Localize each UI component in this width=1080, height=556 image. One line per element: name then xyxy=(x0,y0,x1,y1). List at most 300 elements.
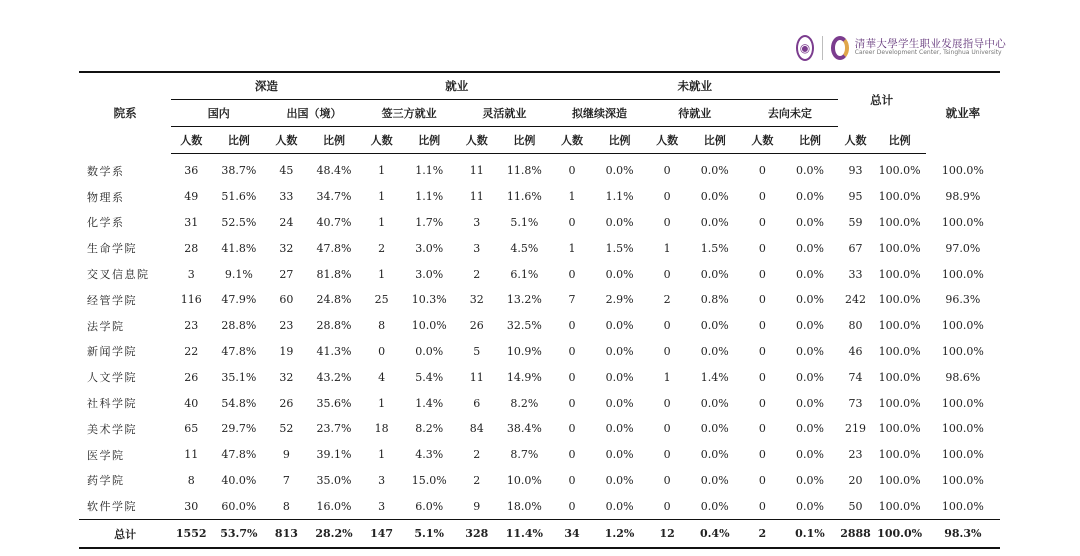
value-cell: 98.9% xyxy=(945,190,981,204)
value-cell: 11 xyxy=(469,370,484,384)
value-cell: 2 xyxy=(378,241,386,255)
value-cell: 33 xyxy=(279,190,294,204)
value-cell: 19 xyxy=(279,344,294,358)
value-cell: 0.8% xyxy=(700,293,729,307)
value-cell: 100.0% xyxy=(878,473,921,487)
value-cell: 100.0% xyxy=(941,448,984,462)
value-cell: 3.0% xyxy=(415,267,444,281)
value-cell: 0 xyxy=(663,190,671,204)
value-cell: 0 xyxy=(568,370,576,384)
value-cell: 0 xyxy=(568,319,576,333)
value-cell: 3 xyxy=(473,215,481,229)
dept-cell: 药学院 xyxy=(87,474,125,488)
value-cell: 0 xyxy=(758,215,766,229)
value-cell: 0.0% xyxy=(795,190,824,204)
total-value-cell: 2888 xyxy=(838,520,874,549)
group-employ-header: 就业 xyxy=(362,72,552,100)
value-cell: 0 xyxy=(663,267,671,281)
value-cell: 28.8% xyxy=(316,319,352,333)
value-cell: 1 xyxy=(378,267,386,281)
total-value-cell: 53.7% xyxy=(211,520,266,549)
value-cell: 4.3% xyxy=(415,448,444,462)
value-cell: 48.4% xyxy=(316,164,352,178)
value-cell: 8.2% xyxy=(510,396,539,410)
value-cell: 11 xyxy=(469,164,484,178)
value-cell: 0 xyxy=(758,473,766,487)
value-cell: 9.1% xyxy=(224,267,253,281)
value-cell: 0 xyxy=(758,164,766,178)
value-cell: 10.0% xyxy=(411,319,447,333)
value-cell: 18.0% xyxy=(506,499,542,513)
table-row xyxy=(79,442,1000,468)
table-row xyxy=(79,468,1000,494)
value-cell: 84 xyxy=(469,422,484,436)
count-header: 人数 xyxy=(838,127,874,154)
value-cell: 6.0% xyxy=(415,499,444,513)
value-cell: 6.1% xyxy=(510,267,539,281)
value-cell: 100.0% xyxy=(941,396,984,410)
value-cell: 28 xyxy=(184,241,199,255)
value-cell: 23 xyxy=(848,448,863,462)
value-cell: 32 xyxy=(469,293,484,307)
value-cell: 5 xyxy=(473,344,481,358)
group-deep-header: 深造 xyxy=(171,72,361,100)
value-cell: 1.1% xyxy=(415,190,444,204)
value-cell: 1.4% xyxy=(415,396,444,410)
total-value-cell: 1552 xyxy=(171,520,211,549)
value-cell: 98.6% xyxy=(945,370,981,384)
value-cell: 2 xyxy=(663,293,671,307)
value-cell: 73 xyxy=(848,396,863,410)
value-cell: 0 xyxy=(758,190,766,204)
value-cell: 0.0% xyxy=(605,396,634,410)
col-rate-header: 就业率 xyxy=(926,72,1000,154)
value-cell: 25 xyxy=(374,293,389,307)
value-cell: 0.0% xyxy=(795,473,824,487)
value-cell: 7 xyxy=(282,473,290,487)
value-cell: 20 xyxy=(848,473,863,487)
value-cell: 0 xyxy=(663,448,671,462)
value-cell: 0.0% xyxy=(700,215,729,229)
table-row xyxy=(79,313,1000,339)
pct-header: 比例 xyxy=(687,127,742,154)
value-cell: 8 xyxy=(378,319,386,333)
value-cell: 38.7% xyxy=(221,164,257,178)
pct-header: 比例 xyxy=(402,127,457,154)
table-row xyxy=(79,184,1000,210)
value-cell: 0 xyxy=(568,499,576,513)
value-cell: 2 xyxy=(473,448,481,462)
value-cell: 242 xyxy=(845,293,867,307)
value-cell: 0.0% xyxy=(605,344,634,358)
brand-name-cn: 清華大學学生职业发展指导中心 xyxy=(854,38,1006,51)
value-cell: 0 xyxy=(568,422,576,436)
value-cell: 35.0% xyxy=(316,473,352,487)
total-value-cell: 28.2% xyxy=(306,520,361,549)
sub-abroad-header: 出国（境） xyxy=(266,100,361,127)
brand-header xyxy=(796,30,1006,66)
value-cell: 18 xyxy=(374,422,389,436)
pct-header: 比例 xyxy=(497,127,552,154)
career-center-logo-icon xyxy=(831,36,849,60)
header-row-groups xyxy=(79,72,1000,100)
pct-header: 比例 xyxy=(211,127,266,154)
value-cell: 32.5% xyxy=(506,319,542,333)
brand-divider xyxy=(822,36,823,60)
total-value-cell: 11.4% xyxy=(497,520,552,549)
value-cell: 9 xyxy=(282,448,290,462)
table-body xyxy=(79,154,1000,520)
value-cell: 100.0% xyxy=(878,190,921,204)
value-cell: 52.5% xyxy=(221,215,257,229)
value-cell: 0 xyxy=(758,267,766,281)
pct-header: 比例 xyxy=(874,127,926,154)
sub-flexible-header: 灵活就业 xyxy=(457,100,552,127)
value-cell: 0 xyxy=(663,422,671,436)
value-cell: 0.0% xyxy=(605,267,634,281)
value-cell: 11 xyxy=(184,448,199,462)
value-cell: 28.8% xyxy=(221,319,257,333)
value-cell: 0 xyxy=(663,164,671,178)
value-cell: 40.7% xyxy=(316,215,352,229)
value-cell: 0.0% xyxy=(700,396,729,410)
dept-cell: 美术学院 xyxy=(87,422,137,436)
value-cell: 3 xyxy=(187,267,195,281)
count-header: 人数 xyxy=(742,127,782,154)
value-cell: 41.3% xyxy=(316,344,352,358)
total-value-cell: 98.3% xyxy=(926,520,1000,549)
value-cell: 39.1% xyxy=(316,448,352,462)
value-cell: 0 xyxy=(663,473,671,487)
value-cell: 74 xyxy=(848,370,863,384)
table-row xyxy=(79,154,1000,184)
value-cell: 0.0% xyxy=(415,344,444,358)
value-cell: 4 xyxy=(378,370,386,384)
value-cell: 93 xyxy=(848,164,863,178)
tsinghua-seal-icon: ◉ xyxy=(796,35,814,61)
value-cell: 2 xyxy=(473,267,481,281)
value-cell: 1.7% xyxy=(415,215,444,229)
value-cell: 16.0% xyxy=(316,499,352,513)
value-cell: 1.5% xyxy=(700,241,729,255)
count-header: 人数 xyxy=(647,127,687,154)
value-cell: 97.0% xyxy=(945,241,981,255)
value-cell: 100.0% xyxy=(878,215,921,229)
value-cell: 51.6% xyxy=(221,190,257,204)
value-cell: 0.0% xyxy=(795,448,824,462)
value-cell: 1.5% xyxy=(605,241,634,255)
brand-name-en: Career Development Center, Tsinghua University xyxy=(854,49,1002,57)
value-cell: 5.4% xyxy=(415,370,444,384)
value-cell: 11.6% xyxy=(506,190,542,204)
value-cell: 0.0% xyxy=(605,499,634,513)
value-cell: 0 xyxy=(568,448,576,462)
value-cell: 8 xyxy=(282,499,290,513)
total-value-cell: 0.4% xyxy=(687,520,742,549)
value-cell: 3.0% xyxy=(415,241,444,255)
value-cell: 40.0% xyxy=(221,473,257,487)
value-cell: 47.9% xyxy=(221,293,257,307)
value-cell: 1 xyxy=(378,448,386,462)
value-cell: 7 xyxy=(568,293,576,307)
value-cell: 0 xyxy=(758,344,766,358)
value-cell: 38.4% xyxy=(506,422,542,436)
value-cell: 30 xyxy=(184,499,199,513)
count-header: 人数 xyxy=(457,127,497,154)
value-cell: 11 xyxy=(469,190,484,204)
value-cell: 0 xyxy=(568,164,576,178)
value-cell: 1 xyxy=(568,190,576,204)
table-row xyxy=(79,416,1000,442)
brand-text xyxy=(855,39,1006,56)
value-cell: 67 xyxy=(848,241,863,255)
value-cell: 100.0% xyxy=(878,396,921,410)
value-cell: 0 xyxy=(378,344,386,358)
sub-waiting-header: 待就业 xyxy=(647,100,742,127)
value-cell: 0.0% xyxy=(700,319,729,333)
table-row xyxy=(79,493,1000,519)
total-value-cell: 328 xyxy=(457,520,497,549)
value-cell: 49 xyxy=(184,190,199,204)
value-cell: 35.6% xyxy=(316,396,352,410)
dept-cell: 医学院 xyxy=(87,448,125,462)
value-cell: 2 xyxy=(473,473,481,487)
value-cell: 23 xyxy=(184,319,199,333)
value-cell: 29.7% xyxy=(221,422,257,436)
value-cell: 0.0% xyxy=(795,215,824,229)
sub-undecided-header: 去向未定 xyxy=(742,100,837,127)
value-cell: 100.0% xyxy=(941,344,984,358)
value-cell: 100.0% xyxy=(941,319,984,333)
count-header: 人数 xyxy=(266,127,306,154)
count-header: 人数 xyxy=(362,127,402,154)
value-cell: 100.0% xyxy=(941,499,984,513)
total-value-cell: 813 xyxy=(266,520,306,549)
value-cell: 15.0% xyxy=(411,473,447,487)
value-cell: 0 xyxy=(758,499,766,513)
table-row xyxy=(79,235,1000,261)
value-cell: 26 xyxy=(469,319,484,333)
count-header: 人数 xyxy=(552,127,592,154)
value-cell: 0.0% xyxy=(795,396,824,410)
value-cell: 0.0% xyxy=(700,473,729,487)
value-cell: 0 xyxy=(663,396,671,410)
value-cell: 36 xyxy=(184,164,199,178)
value-cell: 9 xyxy=(473,499,481,513)
value-cell: 0 xyxy=(758,396,766,410)
value-cell: 100.0% xyxy=(941,164,984,178)
total-value-cell: 0.1% xyxy=(782,520,837,549)
value-cell: 35.1% xyxy=(221,370,257,384)
value-cell: 47.8% xyxy=(221,344,257,358)
value-cell: 0.0% xyxy=(795,164,824,178)
value-cell: 1 xyxy=(568,241,576,255)
value-cell: 1 xyxy=(663,241,671,255)
value-cell: 0.0% xyxy=(605,319,634,333)
dept-cell: 社科学院 xyxy=(87,397,137,411)
dept-cell: 交叉信息院 xyxy=(87,268,150,282)
value-cell: 0.0% xyxy=(795,344,824,358)
value-cell: 100.0% xyxy=(878,370,921,384)
dept-cell: 数学系 xyxy=(87,164,125,178)
table-row xyxy=(79,210,1000,236)
dept-cell: 物理系 xyxy=(87,190,125,204)
value-cell: 0 xyxy=(568,473,576,487)
value-cell: 0.0% xyxy=(795,370,824,384)
value-cell: 100.0% xyxy=(878,319,921,333)
value-cell: 47.8% xyxy=(221,448,257,462)
value-cell: 0 xyxy=(758,319,766,333)
header-row-metrics xyxy=(79,127,1000,154)
value-cell: 0.0% xyxy=(700,164,729,178)
value-cell: 1.1% xyxy=(605,190,634,204)
value-cell: 100.0% xyxy=(941,422,984,436)
value-cell: 100.0% xyxy=(878,499,921,513)
value-cell: 32 xyxy=(279,241,294,255)
value-cell: 1.1% xyxy=(415,164,444,178)
value-cell: 3 xyxy=(378,473,386,487)
total-value-cell: 12 xyxy=(647,520,687,549)
dept-cell: 新闻学院 xyxy=(87,345,137,359)
total-label-cell: 总计 xyxy=(79,520,171,549)
value-cell: 2.9% xyxy=(605,293,634,307)
value-cell: 10.0% xyxy=(506,473,542,487)
value-cell: 14.9% xyxy=(506,370,542,384)
value-cell: 81.8% xyxy=(316,267,352,281)
value-cell: 23 xyxy=(279,319,294,333)
value-cell: 65 xyxy=(184,422,199,436)
value-cell: 52 xyxy=(279,422,294,436)
value-cell: 45 xyxy=(279,164,294,178)
value-cell: 1 xyxy=(378,190,386,204)
value-cell: 41.8% xyxy=(221,241,257,255)
value-cell: 0.0% xyxy=(700,499,729,513)
value-cell: 24 xyxy=(279,215,294,229)
value-cell: 100.0% xyxy=(878,344,921,358)
value-cell: 60.0% xyxy=(221,499,257,513)
value-cell: 80 xyxy=(848,319,863,333)
value-cell: 0.0% xyxy=(795,422,824,436)
value-cell: 34.7% xyxy=(316,190,352,204)
value-cell: 0 xyxy=(663,499,671,513)
table-row xyxy=(79,339,1000,365)
dept-cell: 人文学院 xyxy=(87,371,137,385)
value-cell: 0.0% xyxy=(605,370,634,384)
group-unemploy-header: 未就业 xyxy=(552,72,838,100)
value-cell: 0.0% xyxy=(605,164,634,178)
value-cell: 100.0% xyxy=(878,267,921,281)
total-value-cell: 147 xyxy=(362,520,402,549)
value-cell: 0.0% xyxy=(605,422,634,436)
value-cell: 0.0% xyxy=(605,215,634,229)
value-cell: 0 xyxy=(663,344,671,358)
total-value-cell: 1.2% xyxy=(592,520,647,549)
value-cell: 27 xyxy=(279,267,294,281)
total-value-cell: 5.1% xyxy=(402,520,457,549)
pct-header: 比例 xyxy=(592,127,647,154)
value-cell: 10.9% xyxy=(506,344,542,358)
value-cell: 100.0% xyxy=(878,164,921,178)
value-cell: 0.0% xyxy=(795,267,824,281)
value-cell: 100.0% xyxy=(941,267,984,281)
value-cell: 219 xyxy=(845,422,867,436)
value-cell: 0 xyxy=(568,215,576,229)
value-cell: 60 xyxy=(279,293,294,307)
value-cell: 100.0% xyxy=(878,293,921,307)
value-cell: 0 xyxy=(568,267,576,281)
value-cell: 8.7% xyxy=(510,448,539,462)
value-cell: 40 xyxy=(184,396,199,410)
sub-domestic-header: 国内 xyxy=(171,100,266,127)
value-cell: 100.0% xyxy=(878,422,921,436)
value-cell: 1 xyxy=(378,396,386,410)
total-value-cell: 34 xyxy=(552,520,592,549)
value-cell: 32 xyxy=(279,370,294,384)
value-cell: 0 xyxy=(758,448,766,462)
col-total-header: 总计 xyxy=(838,72,926,127)
table-row xyxy=(79,390,1000,416)
value-cell: 0 xyxy=(663,215,671,229)
table-row xyxy=(79,287,1000,313)
dept-cell: 软件学院 xyxy=(87,500,137,514)
value-cell: 1.4% xyxy=(700,370,729,384)
count-header: 人数 xyxy=(171,127,211,154)
value-cell: 26 xyxy=(184,370,199,384)
sub-contract-header: 签三方就业 xyxy=(362,100,457,127)
value-cell: 50 xyxy=(848,499,863,513)
value-cell: 13.2% xyxy=(506,293,542,307)
total-value-cell: 100.0% xyxy=(874,520,926,549)
value-cell: 4.5% xyxy=(510,241,539,255)
value-cell: 100.0% xyxy=(878,241,921,255)
value-cell: 0.0% xyxy=(700,267,729,281)
value-cell: 47.8% xyxy=(316,241,352,255)
value-cell: 8.2% xyxy=(415,422,444,436)
col-dept-header: 院系 xyxy=(79,72,171,154)
dept-cell: 化学系 xyxy=(87,216,125,230)
value-cell: 54.8% xyxy=(221,396,257,410)
value-cell: 0 xyxy=(568,396,576,410)
value-cell: 0 xyxy=(758,422,766,436)
value-cell: 43.2% xyxy=(316,370,352,384)
value-cell: 96.3% xyxy=(945,293,981,307)
sub-intend-header: 拟继续深造 xyxy=(552,100,647,127)
total-value-cell: 2 xyxy=(742,520,782,549)
value-cell: 0.0% xyxy=(605,448,634,462)
value-cell: 5.1% xyxy=(510,215,539,229)
value-cell: 3 xyxy=(378,499,386,513)
value-cell: 100.0% xyxy=(878,448,921,462)
value-cell: 31 xyxy=(184,215,199,229)
value-cell: 0 xyxy=(758,293,766,307)
employment-table xyxy=(79,71,1000,549)
value-cell: 0.0% xyxy=(700,448,729,462)
value-cell: 100.0% xyxy=(941,473,984,487)
dept-cell: 生命学院 xyxy=(87,242,137,256)
value-cell: 0 xyxy=(758,241,766,255)
value-cell: 1 xyxy=(378,215,386,229)
value-cell: 0 xyxy=(568,344,576,358)
value-cell: 22 xyxy=(184,344,199,358)
value-cell: 100.0% xyxy=(941,215,984,229)
value-cell: 0.0% xyxy=(795,293,824,307)
dept-cell: 经管学院 xyxy=(87,293,137,307)
value-cell: 1 xyxy=(378,164,386,178)
value-cell: 0.0% xyxy=(605,473,634,487)
total-row xyxy=(79,520,1000,549)
value-cell: 1 xyxy=(663,370,671,384)
pct-header: 比例 xyxy=(306,127,361,154)
